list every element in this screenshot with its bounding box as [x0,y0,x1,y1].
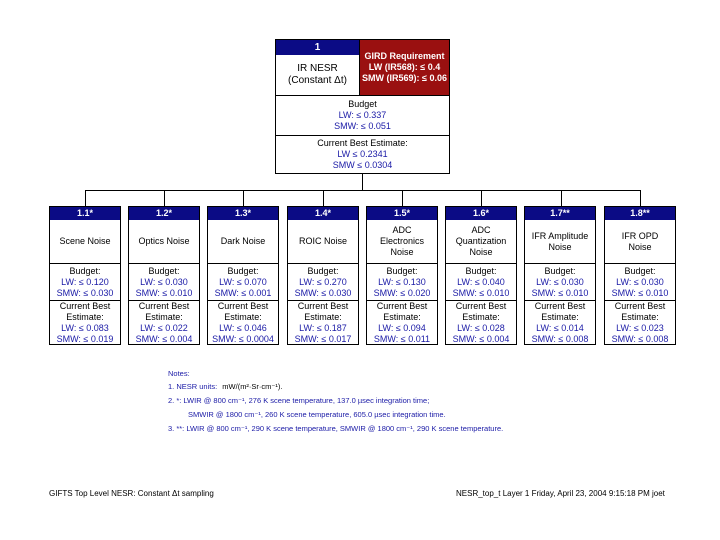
noise-cbe-smw: SMW: ≤ 0.004 [135,333,193,344]
noise-box-ifr-opd [604,206,676,345]
noise-name: IFR Amplitude Noise [531,230,589,252]
top-cbe-label: Current Best Estimate: [317,138,408,148]
noise-budget-label: Budget: [386,265,418,276]
noise-budget-smw: SMW: ≤ 0.010 [611,287,669,298]
noise-cbe-lw: LW: ≤ 0.094 [378,322,426,333]
top-budget-label: Budget [348,99,377,109]
noise-budget [367,263,437,300]
noise-cbe-line1: Current Best [614,300,666,311]
connector-drop [640,190,641,206]
noise-cbe [288,300,358,344]
noise-budget-lw: LW: ≤ 0.030 [616,276,664,287]
noise-cbe [446,300,516,344]
connector-drop [164,190,165,206]
noise-budget-label: Budget: [307,265,339,276]
noise-budget-lw: LW: ≤ 0.070 [219,276,267,287]
noise-name: Optics Noise [138,236,190,246]
note-1 [168,382,282,392]
noise-cbe [50,300,120,344]
footer-right: NESR_top_t Layer 1 Friday, April 23, 2004 9:15:18 PM joet [456,489,665,498]
noise-budget [525,263,595,300]
noise-cbe-line1: Current Best [376,300,428,311]
top-title-line1: IR NESR [297,63,338,74]
noise-budget-smw: SMW: ≤ 0.030 [294,287,352,298]
top-title [276,55,359,95]
noise-budget [129,263,199,300]
noise-budget-label: Budget: [465,265,497,276]
noise-cbe-lw: LW: ≤ 0.028 [457,322,505,333]
noise-cbe-line1: Current Best [297,300,349,311]
footer-left: GIFTS Top Level NESR: Constant Δt sampling [49,489,214,498]
noise-cbe-lw: LW: ≤ 0.187 [299,322,347,333]
noise-cbe-line2: Estimate: [304,311,342,322]
noise-budget-smw: SMW: ≤ 0.030 [56,287,114,298]
gird-requirement-title: GIRD Requirement [364,51,445,61]
top-budget [276,95,449,135]
noise-cbe-line1: Current Best [59,300,111,311]
connector-drop [481,190,482,206]
noise-number: 1.8** [605,207,675,220]
noise-box-optics [128,206,200,345]
noise-cbe-line2: Estimate: [66,311,104,322]
noise-cbe-line2: Estimate: [145,311,183,322]
noise-budget [605,263,675,300]
noise-number: 1.4* [288,207,358,220]
top-cbe-smw: SMW ≤ 0.0304 [332,160,393,170]
noise-box-roic [287,206,359,345]
connector-drop [561,190,562,206]
noise-cbe-lw: LW: ≤ 0.022 [140,322,188,333]
noise-cbe-lw: LW: ≤ 0.014 [536,322,584,333]
noise-cbe-line1: Current Best [534,300,586,311]
noise-budget [446,263,516,300]
noise-budget [288,263,358,300]
noise-budget-lw: LW: ≤ 0.130 [378,276,426,287]
noise-cbe [605,300,675,344]
noise-cbe-lw: LW: ≤ 0.023 [616,322,664,333]
noise-cbe-smw: SMW: ≤ 0.017 [294,333,352,344]
noise-name: Scene Noise [59,236,111,246]
noise-name: ADC Quantization Noise [455,225,507,257]
noise-number: 1.2* [129,207,199,220]
noise-cbe-line1: Current Best [455,300,507,311]
noise-cbe-lw: LW: ≤ 0.083 [61,322,109,333]
noise-cbe [367,300,437,344]
noise-budget-lw: LW: ≤ 0.030 [140,276,188,287]
noise-cbe-line2: Estimate: [541,311,579,322]
top-cbe-lw: LW ≤ 0.2341 [337,149,388,159]
noise-cbe-line1: Current Best [138,300,190,311]
noise-budget-lw: LW: ≤ 0.040 [457,276,505,287]
top-nesr-box [275,39,450,174]
noise-budget-lw: LW: ≤ 0.120 [61,276,109,287]
noise-budget-label: Budget: [227,265,259,276]
noise-budget-smw: SMW: ≤ 0.010 [452,287,510,298]
noise-budget-label: Budget: [69,265,101,276]
noise-cbe-line1: Current Best [217,300,269,311]
noise-cbe [208,300,278,344]
noise-name: ADC Electronics Noise [379,225,424,257]
connector-drop [243,190,244,206]
connector-drop [323,190,324,206]
note-3: 3. **: LWIR @ 800 cm⁻¹, 290 K scene temperature, SMWIR @ 1800 cm⁻¹, 290 K scene temperature. [168,424,504,433]
note-1-units: mW/(m²·Sr·cm⁻¹). [222,382,283,391]
noise-cbe-line2: Estimate: [383,311,421,322]
noise-budget-lw: LW: ≤ 0.270 [299,276,347,287]
noise-box-adc-quantization [445,206,517,345]
noise-cbe-smw: SMW: ≤ 0.019 [56,333,114,344]
noise-budget-lw: LW: ≤ 0.030 [536,276,584,287]
noise-name: ROIC Noise [298,236,347,246]
connector-drop [85,190,86,206]
noise-budget-smw: SMW: ≤ 0.020 [373,287,431,298]
noise-cbe-smw: SMW: ≤ 0.0004 [212,333,274,344]
noise-number: 1.3* [208,207,278,220]
noise-budget-label: Budget: [544,265,576,276]
noise-budget [208,263,278,300]
noise-number: 1.1* [50,207,120,220]
noise-cbe-line2: Estimate: [224,311,262,322]
note-1-prefix: 1. NESR units: [168,382,218,391]
noise-cbe-smw: SMW: ≤ 0.004 [452,333,510,344]
gird-requirement [359,40,449,95]
noise-name: Dark Noise [220,236,266,246]
noise-cbe-lw: LW: ≤ 0.046 [219,322,267,333]
noise-box-ifr-amplitude [524,206,596,345]
notes-title: Notes: [168,369,190,378]
connector-bus [85,190,641,191]
top-number: 1 [276,40,359,55]
top-budget-smw: SMW: ≤ 0.051 [334,121,391,131]
note-2-line-2: SMWIR @ 1800 cm⁻¹, 260 K scene temperature, 605.0 µsec integration time. [188,410,446,419]
noise-box-scene [49,206,121,345]
noise-cbe [129,300,199,344]
note-2-line-1: 2. *: LWIR @ 800 cm⁻¹, 276 K scene temperature, 137.0 µsec integration time; [168,396,430,405]
gird-requirement-smw: SMW (IR569): ≤ 0.06 [362,73,447,83]
top-budget-lw: LW: ≤ 0.337 [338,110,387,120]
noise-box-adc-electronics [366,206,438,345]
connector-drop [402,190,403,206]
noise-cbe-smw: SMW: ≤ 0.008 [611,333,669,344]
noise-budget [50,263,120,300]
top-title-line2: (Constant Δt) [288,75,347,86]
noise-number: 1.6* [446,207,516,220]
noise-budget-smw: SMW: ≤ 0.001 [214,287,272,298]
connector-trunk [362,174,363,191]
noise-cbe-line2: Estimate: [621,311,659,322]
noise-number: 1.5* [367,207,437,220]
noise-name: IFR OPD Noise [621,230,659,252]
gird-requirement-lw: LW (IR568): ≤ 0.4 [368,62,441,72]
noise-cbe-smw: SMW: ≤ 0.008 [531,333,589,344]
noise-cbe-line2: Estimate: [462,311,500,322]
noise-number: 1.7** [525,207,595,220]
noise-budget-smw: SMW: ≤ 0.010 [531,287,589,298]
noise-cbe [525,300,595,344]
top-cbe [276,135,449,173]
noise-box-dark [207,206,279,345]
noise-budget-label: Budget: [148,265,180,276]
noise-cbe-smw: SMW: ≤ 0.011 [373,333,431,344]
noise-budget-label: Budget: [624,265,656,276]
noise-budget-smw: SMW: ≤ 0.010 [135,287,193,298]
